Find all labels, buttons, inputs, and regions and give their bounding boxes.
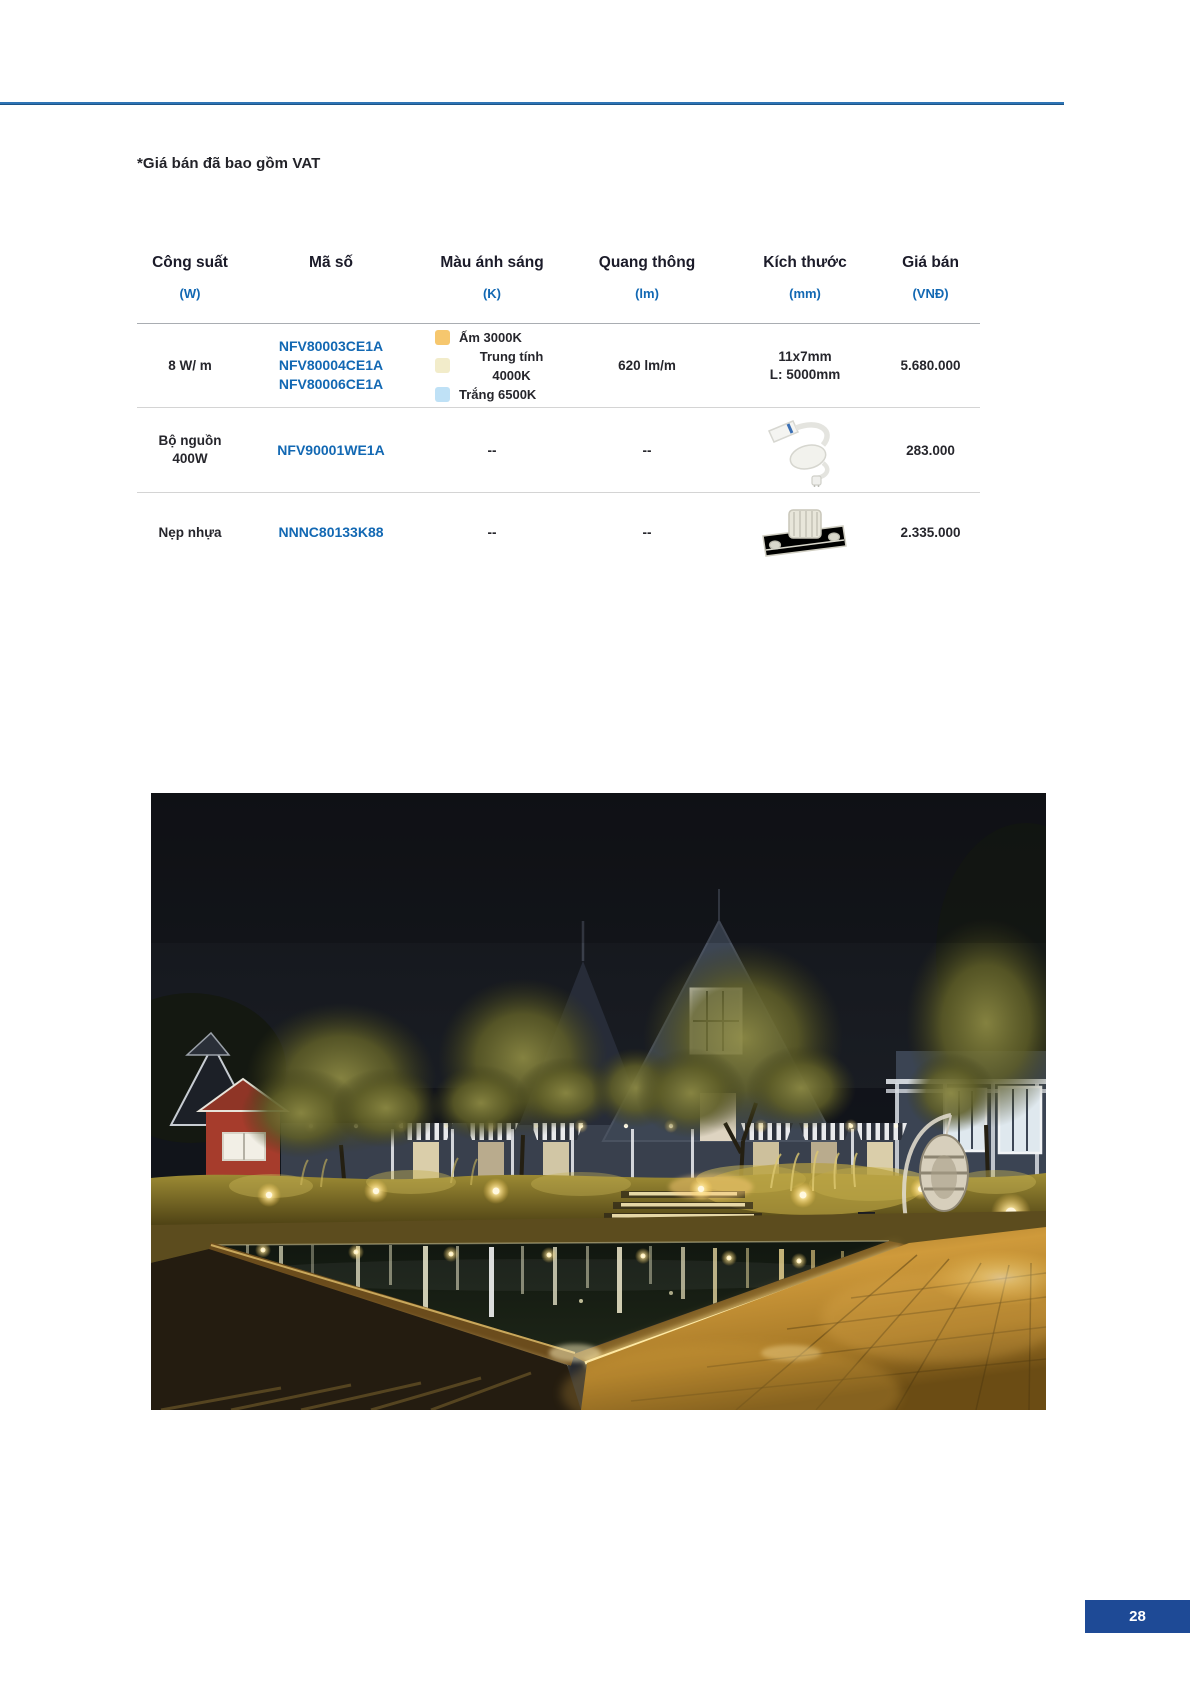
product-code: NFV80003CE1A bbox=[278, 338, 384, 354]
table-row bbox=[137, 408, 980, 493]
cell-codes bbox=[243, 324, 419, 408]
color-label: Trắng 6500K bbox=[459, 386, 537, 402]
cell-price: 283.000 bbox=[881, 408, 980, 493]
cell-light-colors bbox=[419, 324, 565, 408]
table-header-row bbox=[137, 246, 980, 324]
col-label: Mã số bbox=[309, 254, 353, 271]
table-row bbox=[137, 493, 980, 573]
col-unit: (mm) bbox=[789, 286, 821, 301]
col-header-price bbox=[881, 246, 980, 324]
table-row bbox=[137, 324, 980, 408]
cell-flux: -- bbox=[565, 408, 729, 493]
col-header-flux bbox=[565, 246, 729, 324]
cell-size bbox=[729, 408, 881, 493]
col-header-light-color bbox=[419, 246, 565, 324]
product-code: NFV80004CE1A bbox=[278, 357, 384, 373]
page-number-badge: 28 bbox=[1085, 1600, 1190, 1633]
col-label: Giá bán bbox=[902, 254, 959, 271]
product-code: NFV80006CE1A bbox=[278, 376, 384, 392]
pool-night-scene bbox=[151, 793, 1046, 1410]
col-label: Công suất bbox=[152, 254, 228, 271]
cell-price: 5.680.000 bbox=[900, 358, 961, 373]
color-swatch-neutral bbox=[435, 358, 450, 373]
application-photo bbox=[151, 793, 1046, 1410]
vat-note: *Giá bán đã bao gồm VAT bbox=[137, 155, 321, 172]
col-header-power bbox=[137, 246, 243, 324]
col-unit bbox=[243, 286, 419, 301]
product-code: NNNC80133K88 bbox=[278, 524, 384, 541]
cell-flux: 620 lm/m bbox=[618, 358, 676, 373]
cell-flux: -- bbox=[565, 493, 729, 573]
plastic-clip-image bbox=[755, 502, 855, 564]
col-unit: (K) bbox=[482, 286, 502, 301]
cell-size bbox=[729, 324, 881, 408]
cell-size bbox=[729, 493, 881, 573]
color-swatch-warm bbox=[435, 330, 450, 345]
col-label: Kích thước bbox=[763, 254, 847, 271]
col-unit: (W) bbox=[179, 286, 201, 301]
cell-power bbox=[137, 408, 243, 493]
color-label: Trung tính 4000K bbox=[479, 348, 544, 383]
cell-power: 8 W/ m bbox=[168, 358, 212, 373]
cell-light-colors: -- bbox=[419, 408, 565, 493]
col-unit: (lm) bbox=[635, 286, 659, 301]
cell-power: Nẹp nhựa bbox=[137, 493, 243, 573]
color-swatch-cool bbox=[435, 387, 450, 402]
size-line: L: 5000mm bbox=[769, 366, 841, 382]
col-header-code bbox=[243, 246, 419, 324]
cell-codes bbox=[243, 493, 419, 573]
cell-light-colors: -- bbox=[419, 493, 565, 573]
col-label: Quang thông bbox=[598, 254, 696, 271]
product-spec-table bbox=[137, 246, 980, 573]
col-header-size bbox=[729, 246, 881, 324]
col-unit: (VNĐ) bbox=[912, 286, 949, 301]
light-color-option bbox=[435, 347, 564, 385]
power-line: Bộ nguồn bbox=[158, 433, 222, 448]
color-label: Ấm 3000K bbox=[459, 329, 522, 345]
size-line: 11x7mm bbox=[778, 348, 832, 364]
col-label: Màu ánh sáng bbox=[440, 254, 544, 271]
light-color-option bbox=[435, 385, 564, 404]
cell-price: 2.335.000 bbox=[881, 493, 980, 573]
product-code: NFV90001WE1A bbox=[277, 441, 385, 458]
cell-codes bbox=[243, 408, 419, 493]
light-color-option bbox=[435, 328, 564, 347]
power-line: 400W bbox=[172, 451, 208, 466]
header-divider bbox=[0, 102, 1064, 105]
power-adapter-image bbox=[755, 413, 855, 487]
